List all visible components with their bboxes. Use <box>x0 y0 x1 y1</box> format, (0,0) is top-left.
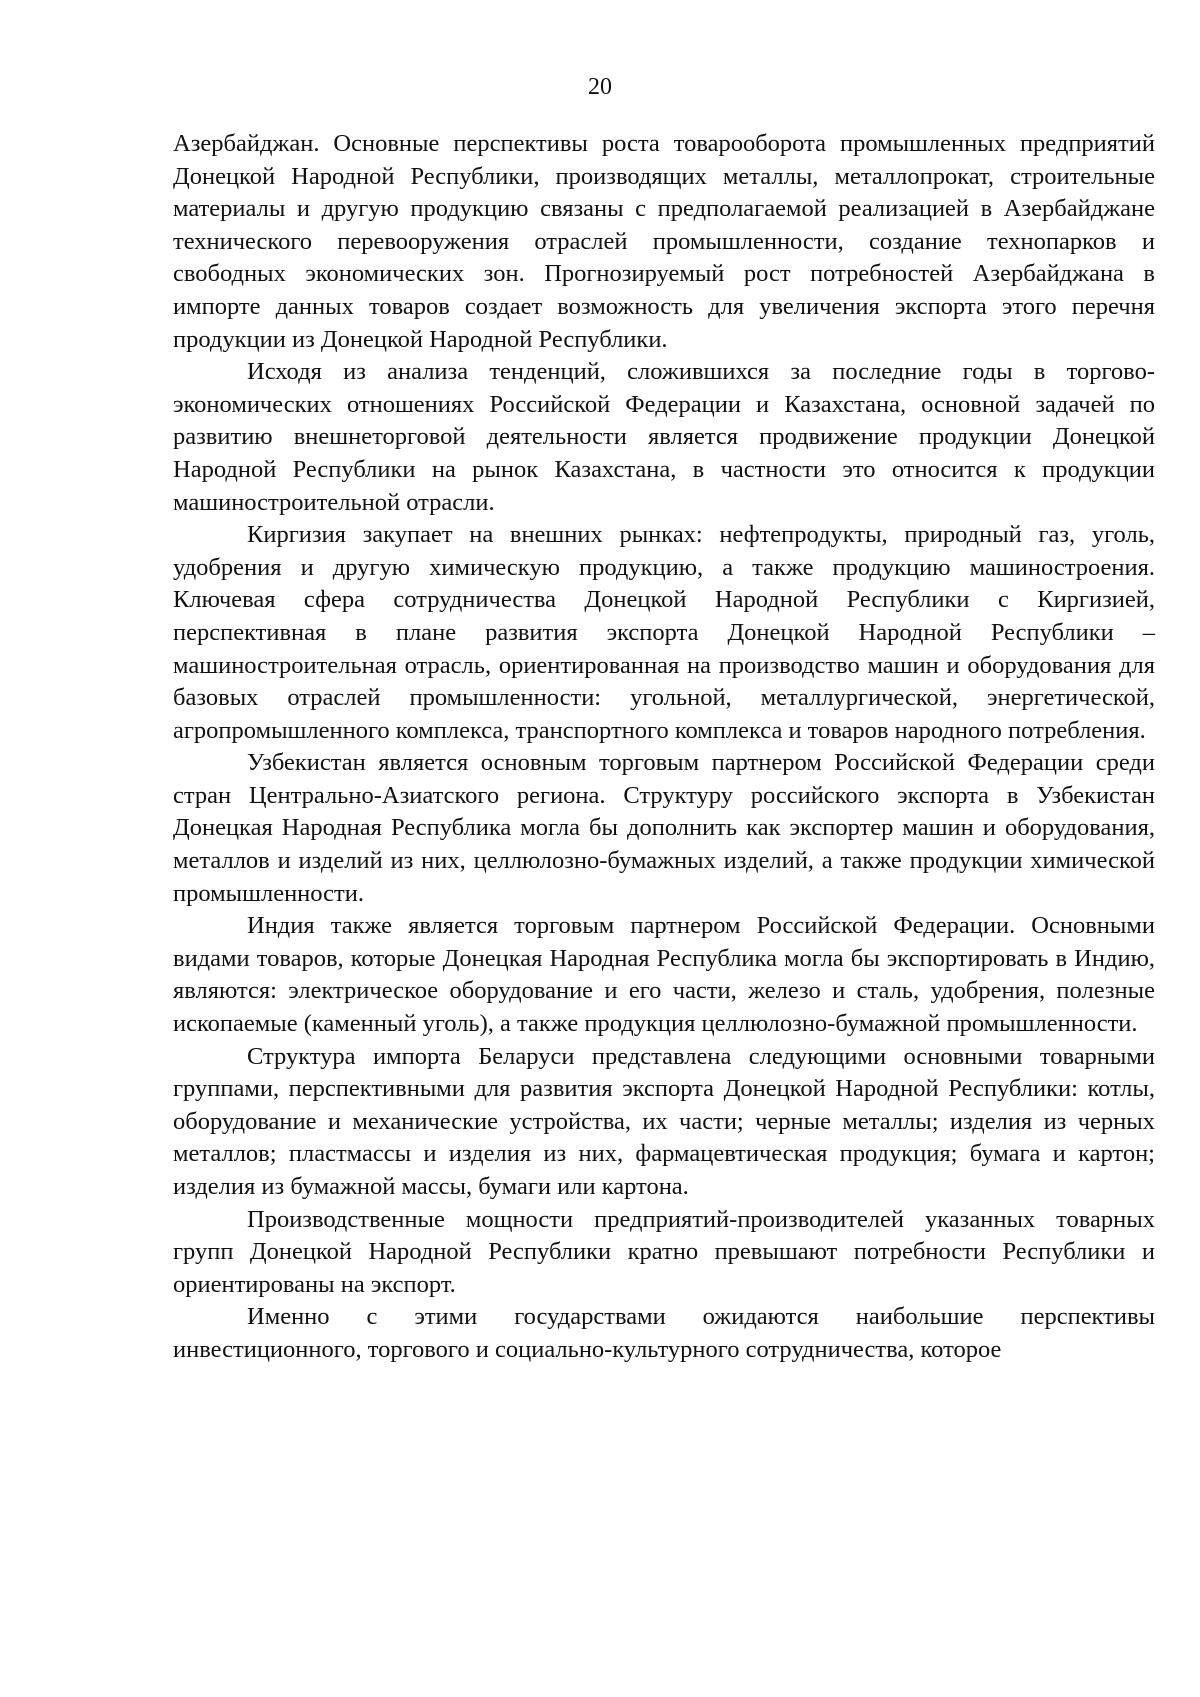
paragraph-azerbaijan-continued: Азербайджан. Основные перспективы роста товарооборота промышленных предприятий Донецкой Народной Республики, производящих металлы, металлопрокат, строительные материалы и другую продукцию связаны с предполагаемой реализацией в Азербайджане технического перевооружения отраслей промышленности, создание технопарков и свободных экономических зон. Прогнозируемый рост потребностей Азербайджана в импорте данных товаров создает возможность для увеличения экспорта этого перечня продукции из Донецкой Народной Республики. <box>173 130 1155 353</box>
paragraph-production-capacity: Производственные мощности предприятий-производителей указанных товарных групп Донецкой Народной Республики кратно превышают потребности Республики и ориентированы на экспорт. <box>173 1205 1155 1298</box>
paragraph-india: Индия также является торговым партнером Российской Федерации. Основными видами товаров, которые Донецкая Народная Республика могла бы экспортировать в Индию, являются: электрическое оборудование и его части, железо и сталь, удобрения, полезные ископаемые (каменный уголь), а также продукция целлюлозно-бумажной промышленности. <box>173 912 1155 1038</box>
body-text <box>173 128 1155 1367</box>
page-number: 20 <box>588 74 612 100</box>
paragraph-kyrgyzstan: Киргизия закупает на внешних рынках: нефтепродукты, природный газ, уголь, удобрения и другую химическую продукцию, а также продукцию машиностроения. Ключевая сфера сотрудничества Донецкой Народной Республики с Киргизией, перспективная в плане развития экспорта Донецкой Народной Республики – машиностроительная отрасль, ориентированная на производство машин и оборудования для базовых отраслей промышленности: угольной, металлургической, энергетической, агропромышленного комплекса, транспортного комплекса и товаров народного потребления. <box>173 521 1155 744</box>
paragraph-belarus: Структура импорта Беларуси представлена следующими основными товарными группами, перспективными для развития экспорта Донецкой Народной Республики: котлы, оборудование и механические устройства, их части; черные металлы; изделия из черных металлов; пластмассы и изделия из них, фармацевтическая продукция; бумага и картон; изделия из бумажной массы, бумаги или картона. <box>173 1042 1155 1200</box>
paragraph-cooperation-prospects: Именно с этими государствами ожидаются наибольшие перспективы инвестиционного, торгового и социально-культурного сотрудничества, которое <box>173 1303 1155 1363</box>
paragraph-uzbekistan: Узбекистан является основным торговым партнером Российской Федерации среди стран Центрально-Азиатского региона. Структуру российского экспорта в Узбекистан Донецкая Народная Республика могла бы дополнить как экспортер машин и оборудования, металлов и изделий из них, целлюлозно-бумажных изделий, а также продукции химической промышленности. <box>173 749 1155 907</box>
paragraph-kazakhstan: Исходя из анализа тенденций, сложившихся за последние годы в торгово-экономических отношениях Российской Федерации и Казахстана, основной задачей по развитию внешнеторговой деятельности является продвижение продукции Донецкой Народной Республики на рынок Казахстана, в частности это относится к продукции машиностроительной отрасли. <box>173 358 1155 516</box>
